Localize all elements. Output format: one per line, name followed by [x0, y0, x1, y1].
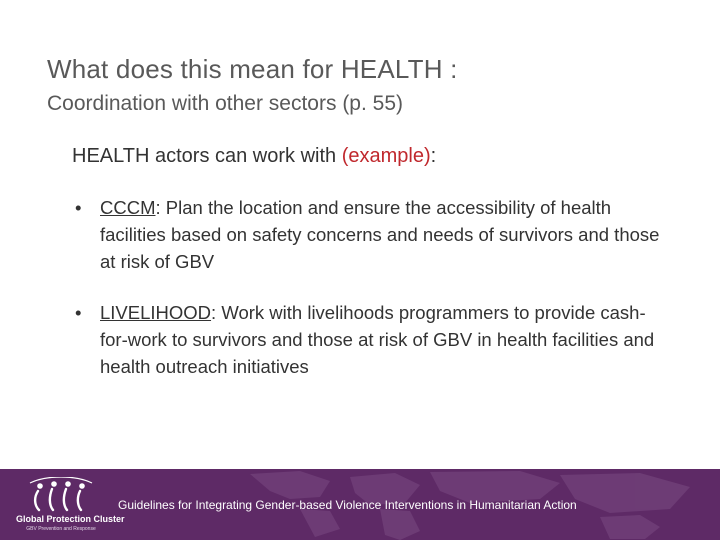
slide-subtitle: Coordination with other sectors (p. 55): [47, 92, 404, 115]
footer-bar: [0, 469, 720, 540]
bullet-marker: •: [75, 302, 82, 323]
title-block: [47, 52, 687, 118]
bullet-key-livelihood: LIVELIHOOD: [100, 302, 212, 323]
bullet-text-livelihood: : Work with livelihoods programmers to provide cash-for-work to survivors and those at risk of GBV in health facilities and health outreach initiatives: [100, 302, 655, 377]
lead-colon: :: [430, 145, 437, 167]
lead-line: [72, 142, 672, 170]
people-icon: [16, 477, 106, 513]
lead-text: actors can work with: [149, 145, 342, 167]
slide-title: What does this mean for HEALTH :: [47, 54, 458, 84]
bullet-text-cccm: : Plan the location and ensure the accessibility of health facilities based on safety concerns and needs of survivors and those at risk of GBV: [100, 197, 660, 272]
lead-health: HEALTH: [72, 145, 150, 167]
bullet-cccm: [72, 194, 660, 275]
bullet-key-cccm: CCCM: [100, 197, 156, 218]
bullet-livelihood: [72, 299, 660, 380]
logo-name: Global Protection Cluster: [16, 514, 125, 524]
lead-example: (example): [341, 145, 431, 167]
bullet-marker: •: [75, 197, 82, 218]
global-protection-cluster-logo: [16, 477, 125, 535]
footer-caption: Guidelines for Integrating Gender-based Violence Interventions in Humanitarian Action: [118, 497, 577, 512]
logo-tagline: GBV Prevention and Response: [26, 526, 96, 532]
slide-content: [72, 142, 672, 380]
